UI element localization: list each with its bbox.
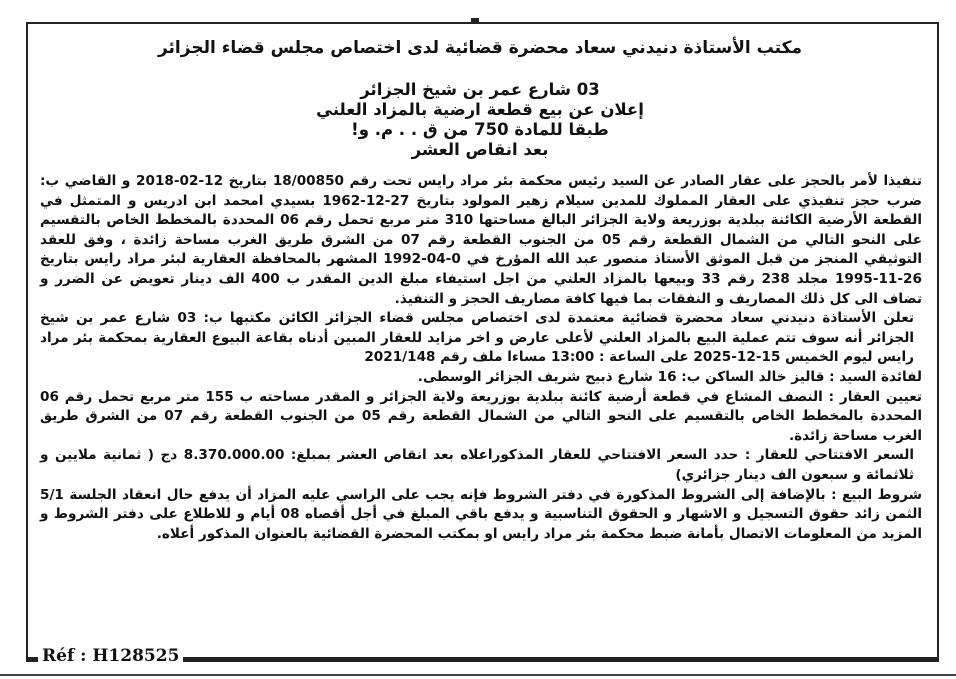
announcement-title: إعلان عن بيع قطعة ارضية بالمزاد العلني — [316, 100, 644, 119]
notice-heading — [30, 80, 930, 160]
legal-notice — [30, 30, 930, 544]
property-designation-paragraph: تعيين العقار : النصف المشاع في قطعة أرضية كائنة ببلدية بوزريعة ولاية الجزائر و المقدر مساحته ب 155 متر مربع تحمل رقم 06 المحددة بالمخطط الخاص بالتقسيم على النحو التالي من الشمال القطعة رقم 05 من الجنوب القطعة رقم 07 من الشرق طريق الغرب مساحة زائدة. — [40, 388, 923, 444]
seizure-paragraph: تنفيذا لأمر بالحجز على عقار الصادر عن السيد رئيس محكمة بئر مراد رايس تحت رقم 18/00850 بتاريخ 12-02-2018 و القاضي ب: ضرب حجز تنفيذي على العقار المملوك للمدين سيلام زهير المولود بتاريخ 27-12-1962 بسيدي امحمد ابن ادريس و المتمثل في القطعة الأرضية الكائنة ببلدية بوزريعة ولاية الجزائر البالغ مساحتها 310 متر مربع تحمل رقم 06 المحددة بالمخطط الخاص بالتقسيم على النحو التالي من الشمال القطعة رقم 05 من الجنوب القطعة رقم 07 من الشرق طريق الغرب مساحة زائدة ، وفق للعقد التوثيقي المنجز من قبل الموثق الأستاذ منصور عبد الله المؤرخ في 0-04-1992 المشهر بالمحافظة العقارية لبئر مراد رايس بتاريخ 26-11-1995 مجلد 238 رقم 33 وبيعها بالمزاد العلني من اجل استيفاء مبلغ الدين المقدر ب 400 الف دينار تعويض عن الضرر و تضاف الى كل ذلك المصاريف و النفقات بما فيها كافة مصاريف الحجز و التنفيذ. — [40, 173, 922, 307]
opening-price-paragraph: السعر الافتتاحي للعقار : حدد السعر الافتتاحي للعقار المذكوراعلاه بعد انقاص العشر بمبلغ: 8.370.000.00 دج ( ثمانية ملايين و ثلاثمائة و سبعون الف دينار جزائري) — [40, 447, 914, 483]
legal-article: طبقا للمادة 750 من ق . . م. و! — [351, 120, 609, 139]
sale-conditions-paragraph: شروط البيع : بالإضافة إلى الشروط المذكورة في دفتر الشروط فإنه يجب على الراسي عليه المزاد أن يدفع حال انعقاد الجلسة 5/1 الثمن زائد حقوق التسجيل و الاشهار و الحقوق التناسبية و يدفع باقي المبلغ في أجل أقصاه 08 أيام و للاطلاع على دفتر الشروط و المزيد من المعلومات الاتصال بأمانة ضبط محكمة بئر مراد رايس او بمكتب المحضرة القضائية بالعنوان المذكور أعلاه. — [40, 486, 922, 542]
price-condition: بعد انقاص العشر — [411, 140, 549, 159]
reference-row — [26, 644, 939, 674]
office-address: 03 شارع عمر بن شيخ الجزائر — [360, 80, 600, 99]
auction-announcement-paragraph: تعلن الأستاذة دنيدني سعاد محضرة قضائية معتمدة لدى اختصاص مجلس قضاء الجزائر الكائن مكتبها ب: 03 شارع عمر بن شيخ الجزائر أنه سوف تتم عملية البيع بالمزاد العلني لأعلى عارض و اخر مزايد للعقار المبين أدناه بقاعة البيوع العقارية بمحكمة بئر مراد رايس ليوم الخميس 15-12-2025 على الساعة : 13:00 مساءا ملف رقم 2021/148 — [40, 310, 914, 366]
office-title: مكتب الأستاذة دنيدني سعاد محضرة قضائية لدى اختصاص مجلس قضاء الجزائر — [157, 38, 803, 58]
bottom-rule — [0, 674, 956, 676]
beneficiary-paragraph: لفائدة السيد : قاليز خالد الساكن ب: 16 شارع ذبيح شريف الجزائر الوسطى. — [417, 368, 922, 385]
reference-number: Réf : H128525 — [38, 646, 183, 666]
notice-body — [30, 172, 930, 544]
